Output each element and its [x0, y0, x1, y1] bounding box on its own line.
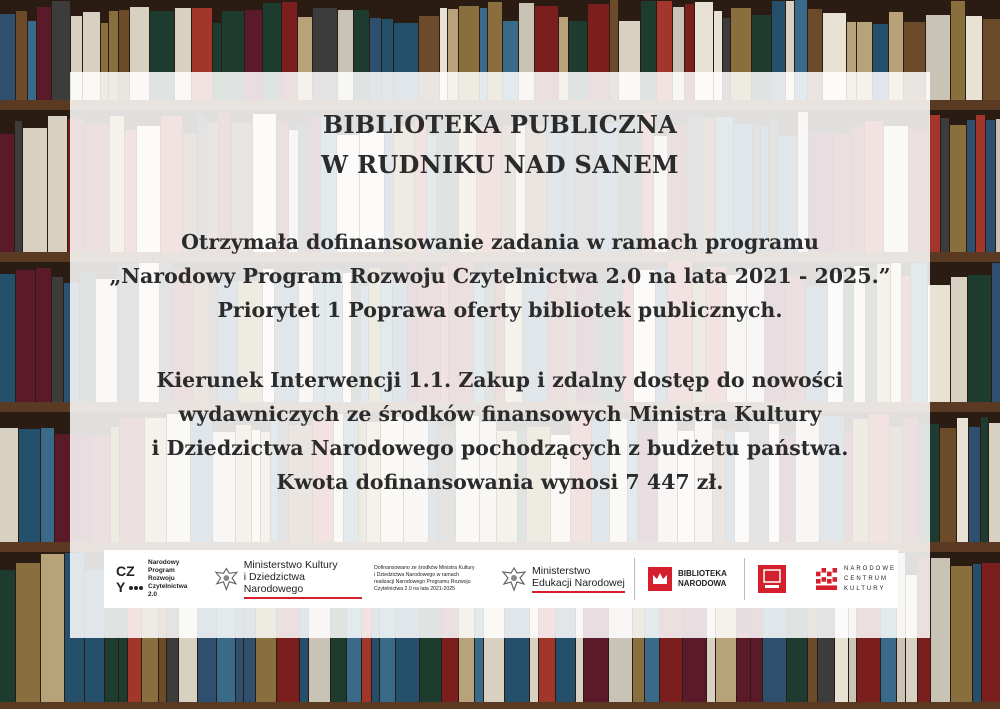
nprc-logo — [114, 550, 194, 608]
men-text: Edukacji Narodowej — [532, 577, 625, 589]
announcement-panel — [70, 72, 930, 638]
nck-logo — [816, 550, 896, 608]
funding-note-text: realizacji Narodowego Programu Rozwoju — [374, 579, 471, 585]
nprc-text: Rozwoju — [148, 575, 175, 582]
bn-text: NARODOWA — [678, 579, 727, 588]
library-name-line-2: W RUDNIKU NAD SANEM — [321, 150, 679, 179]
logo-divider — [634, 558, 635, 600]
men-logo — [499, 550, 629, 608]
mkidn-red-line — [244, 597, 362, 599]
eagle-emblem-icon — [499, 564, 529, 594]
men-red-line — [532, 591, 625, 593]
nprc-text: 2.0 — [148, 591, 158, 598]
svg-text:CZ: CZ — [116, 563, 135, 579]
svg-text:Y: Y — [116, 579, 126, 595]
funding-text-line: Otrzymała dofinansowanie zadania w ramach programu — [181, 230, 819, 254]
nprc-text: Czytelnictwa — [148, 583, 188, 590]
mkidn-text: i Dziedzictwa Narodowego — [243, 571, 305, 595]
mkidn-logo — [212, 550, 362, 608]
nck-text: NARODOWE — [844, 566, 896, 572]
intervention-line: Kierunek Interwencji 1.1. Zakup i zdalny dostęp do nowości — [156, 368, 844, 392]
bn-crown-icon — [648, 567, 672, 591]
nprc-text: Narodowy — [148, 559, 180, 566]
library-name-line-1: BIBLIOTEKA PUBLICZNA — [322, 110, 678, 139]
nck-pattern-icon — [816, 567, 838, 591]
nprc-mark-icon — [114, 562, 144, 596]
funding-note — [374, 550, 494, 608]
intervention-line: i Dziedzictwa Narodowego pochodzących z budżetu państwa. — [151, 436, 849, 460]
eagle-emblem-icon — [212, 564, 241, 594]
nprc-text: Program — [148, 567, 175, 574]
funding-note-text: Czytelnictwa 2.0 na lata 2021-2025 — [374, 586, 456, 592]
polona-square-icon — [758, 565, 786, 593]
funding-note-text: i Dziedzictwa Narodowego w ramach — [374, 572, 460, 578]
sponsor-logos-strip — [104, 550, 898, 608]
funding-note-text: Dofinansowano ze środków Ministra Kultury — [374, 565, 475, 571]
nck-text: CENTRUM — [844, 576, 888, 582]
polona-logo — [758, 550, 788, 608]
logo-divider — [744, 558, 745, 600]
men-text: Ministerstwo — [532, 565, 591, 577]
program-name-line: „Narodowy Program Rozwoju Czytelnictwa 2.0 na lata 2021 - 2025.” — [109, 264, 891, 288]
priority-line: Priorytet 1 Poprawa oferty bibliotek publicznych. — [217, 298, 783, 322]
bn-text: BIBLIOTEKA — [678, 569, 727, 578]
intervention-line: wydawniczych ze środków finansowych Ministra Kultury — [178, 402, 822, 426]
amount-line: Kwota dofinansowania wynosi 7 447 zł. — [276, 470, 724, 494]
mkidn-text: Ministerstwo Kultury — [243, 559, 338, 571]
nck-text: KULTURY — [844, 586, 886, 592]
biblioteka-narodowa-logo — [648, 550, 748, 608]
